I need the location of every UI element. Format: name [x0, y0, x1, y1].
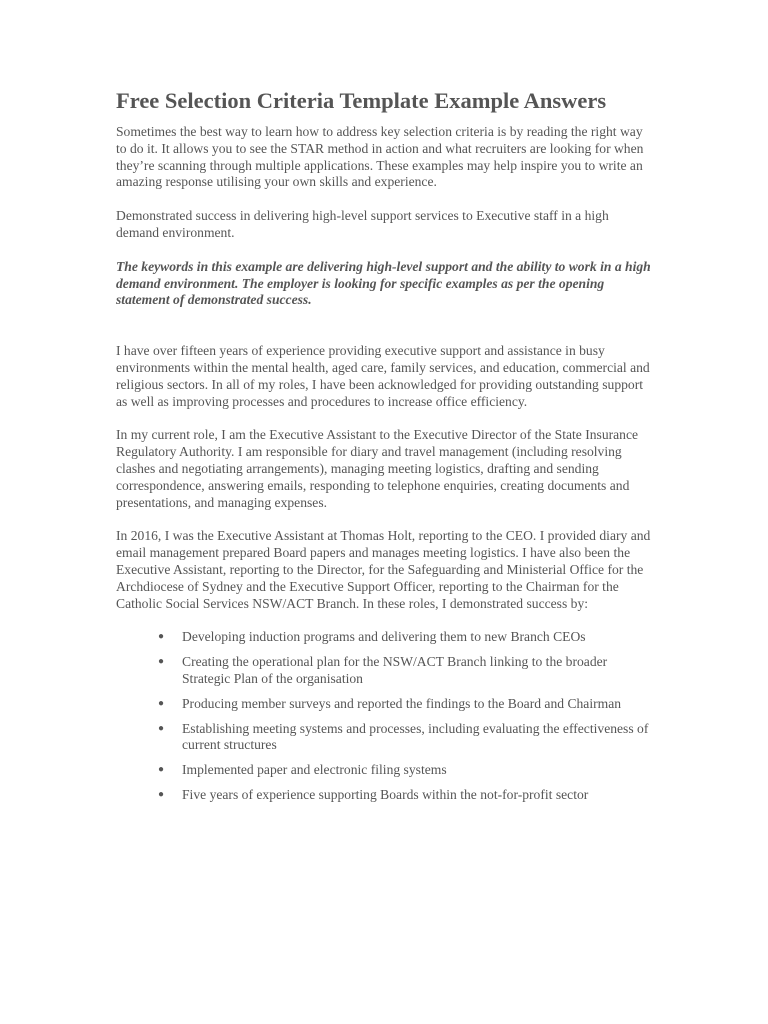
bullet-icon: ● — [158, 722, 165, 734]
list-item — [158, 762, 652, 779]
bullet-icon: ● — [158, 788, 165, 800]
document-page — [116, 88, 652, 812]
list-item-text: Producing member surveys and reported the findings to the Board and Chairman — [182, 695, 622, 711]
list-item-text: Developing induction programs and delivering them to new Branch CEOs — [182, 629, 586, 645]
keywords-note: The keywords in this example are delivering high-level support and the ability to work in a high demand environment. The employer is looking for specific examples as per the opening statement of demonstrated success. — [116, 258, 651, 308]
body-paragraph: In my current role, I am the Executive Assistant to the Executive Director of the State Insurance Regulatory Authority. I am responsible for diary and travel management (including resolving clashes and negotiating arrangements), managing meeting logistics, drafting and sending correspondence, answering emails, responding to telephone enquiries, creating documents and presentations, and managing expenses. — [116, 427, 639, 510]
achievements-list — [116, 629, 652, 803]
list-item-text: Implemented paper and electronic filing systems — [182, 762, 447, 778]
body-paragraph: I have over fifteen years of experience providing executive support and assistance in busy environments within the mental health, aged care, family services, and education, commercial and religious sectors. In all of my roles, I have been acknowledged for providing outstanding support as well as improving processes and procedures to increase office efficiency. — [116, 343, 650, 409]
list-item — [158, 629, 652, 646]
list-item — [158, 720, 652, 755]
document-title: Free Selection Criteria Template Example Answers — [116, 88, 607, 113]
list-item — [158, 695, 652, 713]
bullet-icon: ● — [158, 697, 165, 709]
list-item-text: Five years of experience supporting Boards within the not-for-profit sector — [182, 786, 589, 802]
bullet-icon: ● — [158, 656, 165, 668]
list-item — [158, 654, 652, 688]
list-item-text: Creating the operational plan for the NSW/ACT Branch linking to the broader Strategic Plan of the organisation — [182, 654, 608, 686]
selection-criterion: Demonstrated success in delivering high-level support services to Executive staff in a high demand environment. — [116, 208, 609, 240]
bullet-icon: ● — [158, 764, 165, 776]
bullet-icon: ● — [158, 631, 165, 643]
list-item-text: Establishing meeting systems and processes, including evaluating the effectiveness of current structures — [182, 720, 649, 753]
body-paragraph: In 2016, I was the Executive Assistant at Thomas Holt, reporting to the CEO. I provided diary and email management prepared Board papers and manages meeting logistics. I have also been the Executive Assistant, reporting to the Director, for the Safeguarding and Ministerial Office for the Archdiocese of Sydney and the Executive Support Officer, reporting to the Chairman for the Catholic Social Services NSW/ACT Branch. In these roles, I demonstrated success by: — [116, 528, 651, 611]
intro-paragraph: Sometimes the best way to learn how to address key selection criteria is by reading the right way to do it. It allows you to see the STAR method in action and what recruiters are looking for when they’re scanning through multiple applications. These examples may help inspire you to write an amazing response utilising your own skills and experience. — [116, 124, 644, 190]
list-item — [158, 786, 652, 804]
